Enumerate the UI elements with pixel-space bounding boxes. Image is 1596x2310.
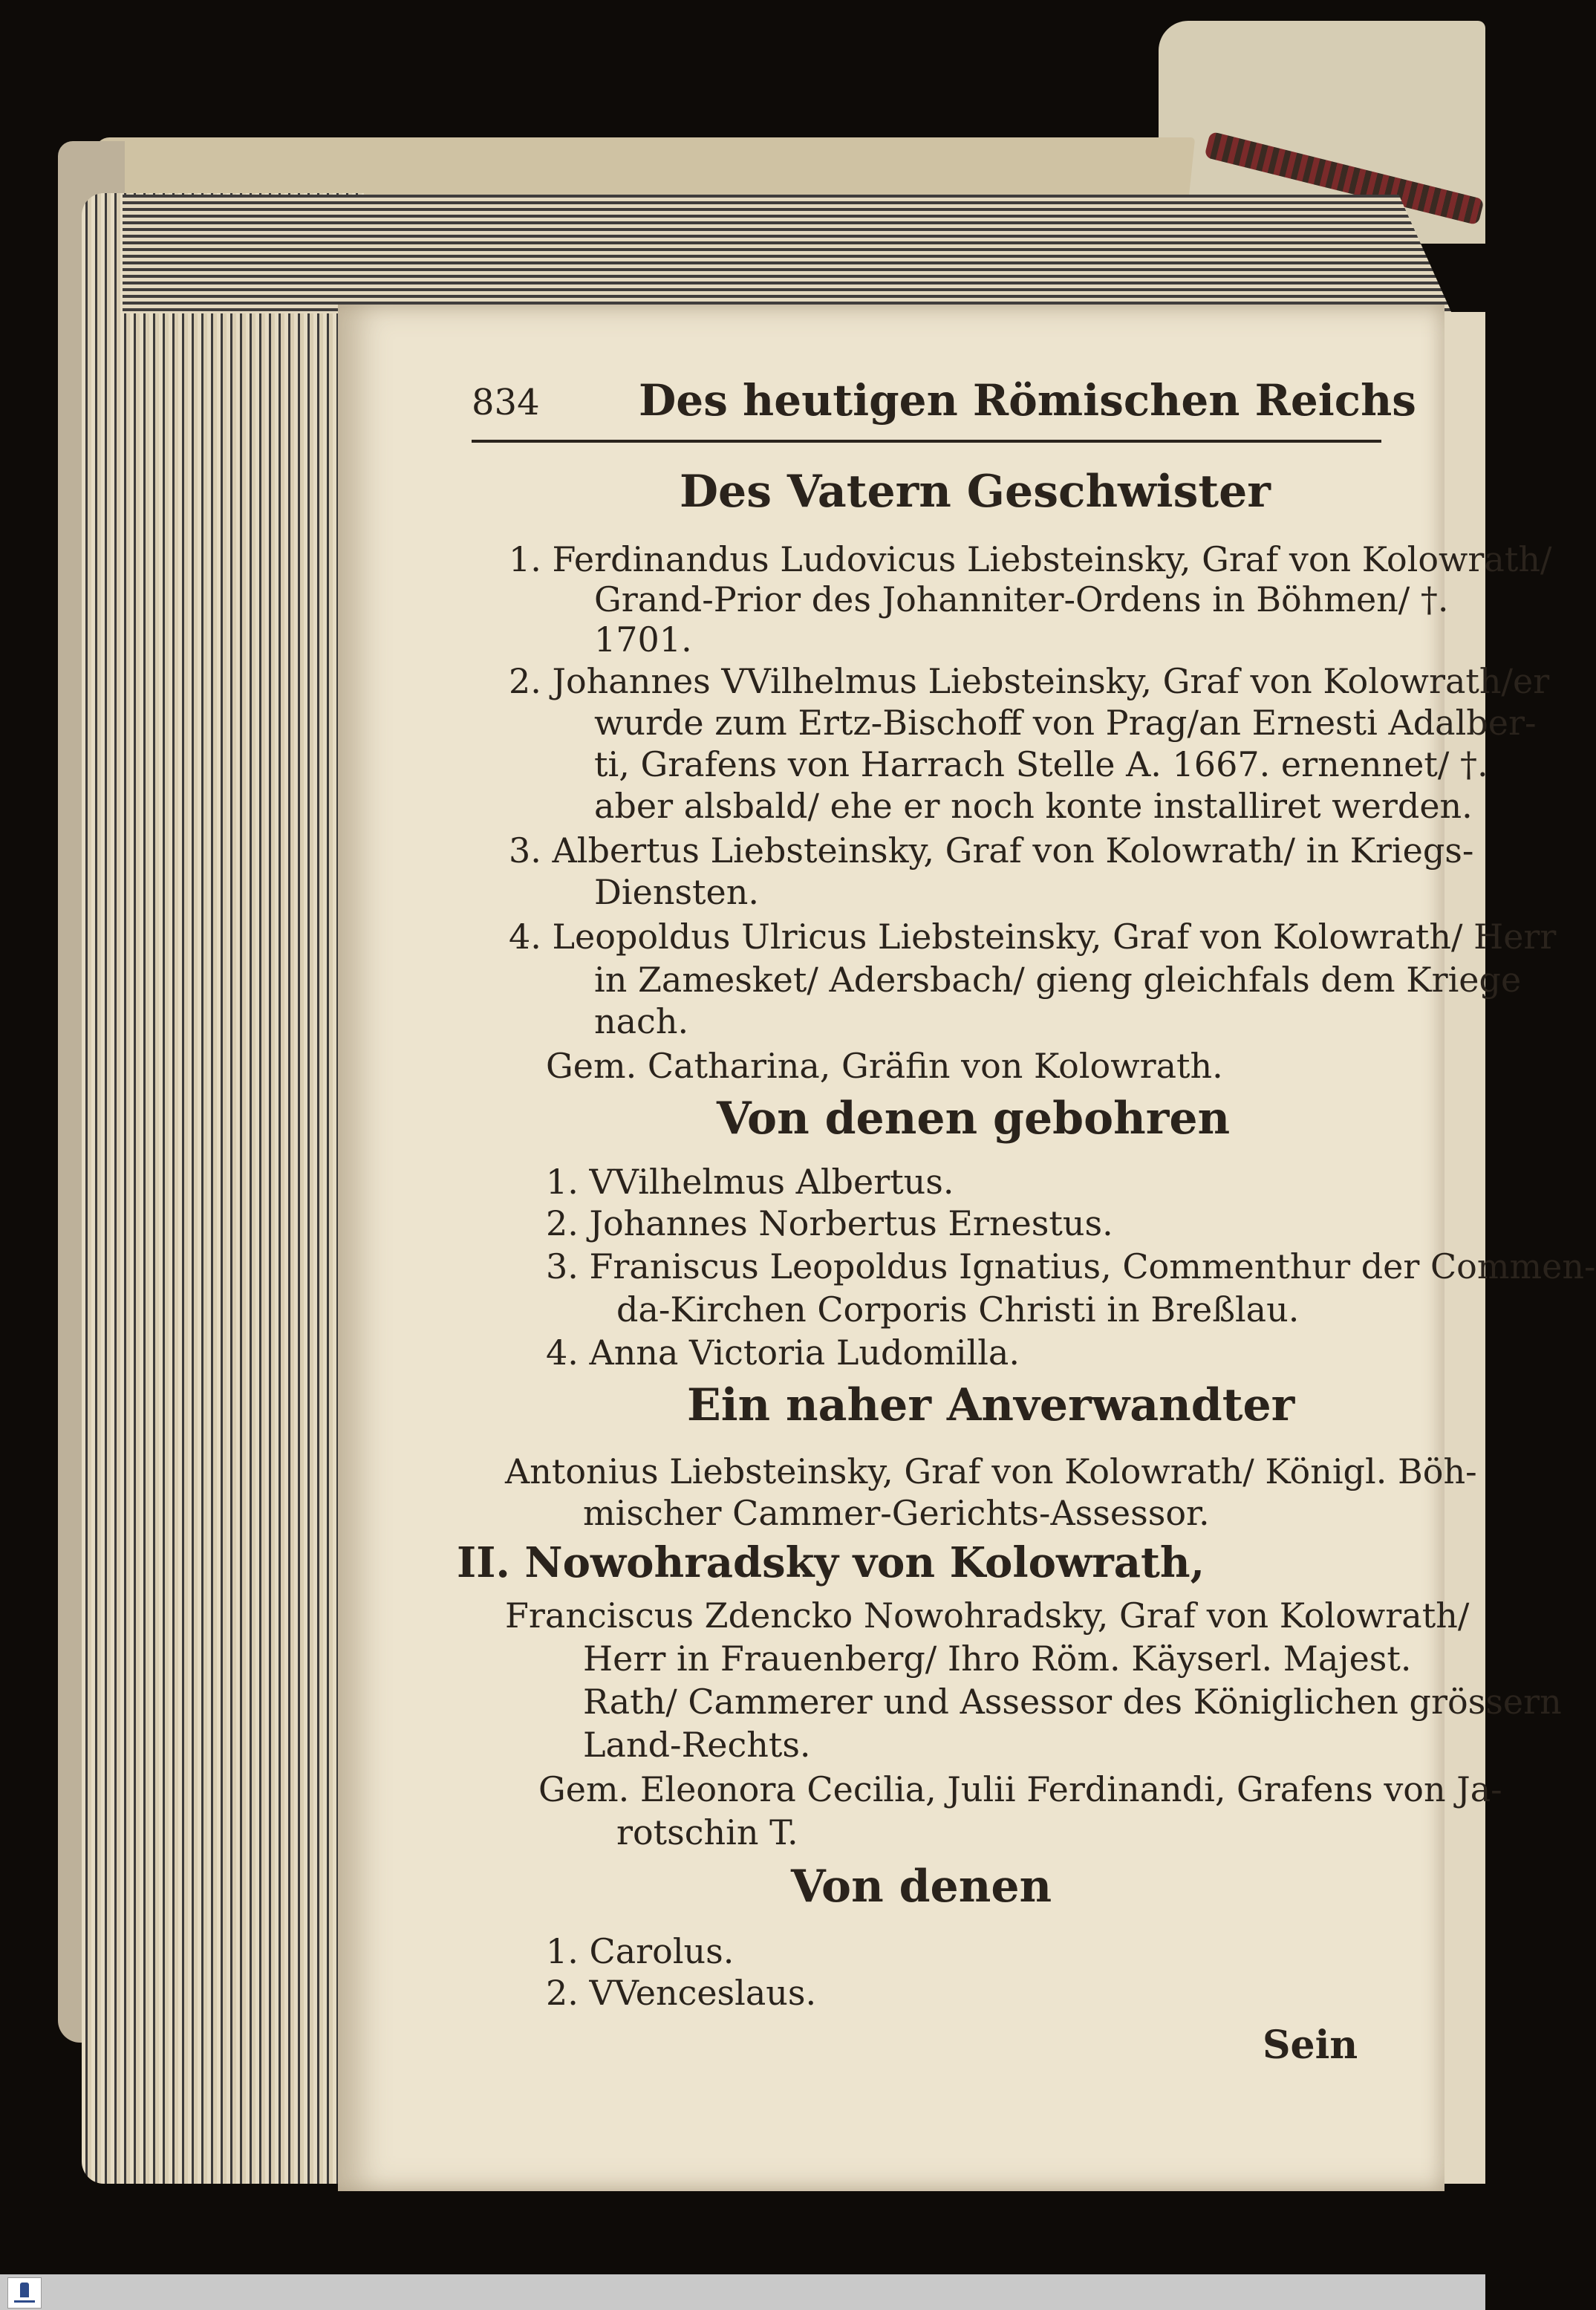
page-number: 834 xyxy=(472,382,540,423)
text-line: Antonius Liebsteinsky, Graf von Kolowrath/ Königl. Böh- xyxy=(505,1451,1477,1491)
text-line: nach. xyxy=(594,1001,689,1041)
text-line: 1701. xyxy=(594,619,692,660)
header-rule xyxy=(472,440,1381,443)
text-line: 4. Anna Victoria Ludomilla. xyxy=(546,1333,1020,1373)
text-line: 1. VVilhelmus Albertus. xyxy=(546,1162,954,1202)
text-line: 1. Carolus. xyxy=(546,1931,735,1971)
text-line: Diensten. xyxy=(594,872,760,912)
text-line: Rath/ Cammerer und Assessor des Königlichen grössern xyxy=(583,1682,1562,1722)
text-line: mischer Cammer-Gerichts-Assessor. xyxy=(583,1493,1210,1533)
text-line: Grand-Prior des Johanniter-Ordens in Böhmen/ †. xyxy=(594,579,1449,619)
text-line: 2. Johannes VVilhelmus Liebsteinsky, Graf von Kolowrath/er xyxy=(509,661,1550,701)
library-logo-icon xyxy=(7,2277,42,2309)
text-line: da-Kirchen Corporis Christi in Breßlau. xyxy=(616,1289,1300,1330)
text-line: Land-Rechts. xyxy=(583,1725,811,1765)
text-line: aber alsbald/ ehe er noch konte installiret werden. xyxy=(594,786,1473,826)
viewer-footer-bar xyxy=(0,2274,1485,2310)
section-heading: Des Vatern Geschwister xyxy=(680,466,1271,518)
section-heading: Von denen gebohren xyxy=(717,1093,1231,1145)
text-line: 2. VVenceslaus. xyxy=(546,1973,817,2013)
page-block-fore-edge xyxy=(82,193,364,2184)
text-line: 1. Ferdinandus Ludovicus Liebsteinsky, Graf von Kolowrath/ xyxy=(509,539,1552,579)
text-line: ti, Grafens von Harrach Stelle A. 1667. ernennet/ †. xyxy=(594,744,1488,784)
book-page xyxy=(338,305,1596,2191)
section-heading: II. Nowohradsky von Kolowrath, xyxy=(457,1538,1205,1587)
section-heading: Ein naher Anverwandter xyxy=(687,1379,1295,1431)
text-line: 4. Leopoldus Ulricus Liebsteinsky, Graf von Kolowrath/ Herr xyxy=(509,917,1557,957)
catchword: Sein xyxy=(1263,2023,1358,2068)
text-line: 2. Johannes Norbertus Ernestus. xyxy=(546,1203,1113,1243)
running-title: Des heutigen Römischen Reichs xyxy=(639,375,1416,426)
text-line: 3. Albertus Liebsteinsky, Graf von Kolowrath/ in Kriegs- xyxy=(509,830,1474,871)
text-line: in Zamesket/ Adersbach/ gieng gleichfals dem Kriege xyxy=(594,960,1522,1000)
book-top-edge xyxy=(90,137,1195,197)
text-line: 3. Franiscus Leopoldus Ignatius, Commenthur der Commen- xyxy=(546,1246,1596,1286)
text-line: Herr in Frauenberg/ Ihro Röm. Käyserl. Majest. xyxy=(583,1639,1412,1679)
section-heading: Von denen xyxy=(791,1861,1052,1913)
text-line: rotschin T. xyxy=(616,1812,798,1852)
spouse-line: Gem. Catharina, Gräfin von Kolowrath. xyxy=(546,1046,1223,1086)
spouse-line: Gem. Eleonora Cecilia, Julii Ferdinandi, Grafens von Ja- xyxy=(538,1769,1502,1809)
text-line: wurde zum Ertz-Bischoff von Prag/an Ernesti Adalber- xyxy=(594,703,1537,743)
text-line: Franciscus Zdencko Nowohradsky, Graf von Kolowrath/ xyxy=(505,1595,1470,1636)
page-block-top-edge xyxy=(123,195,1452,313)
